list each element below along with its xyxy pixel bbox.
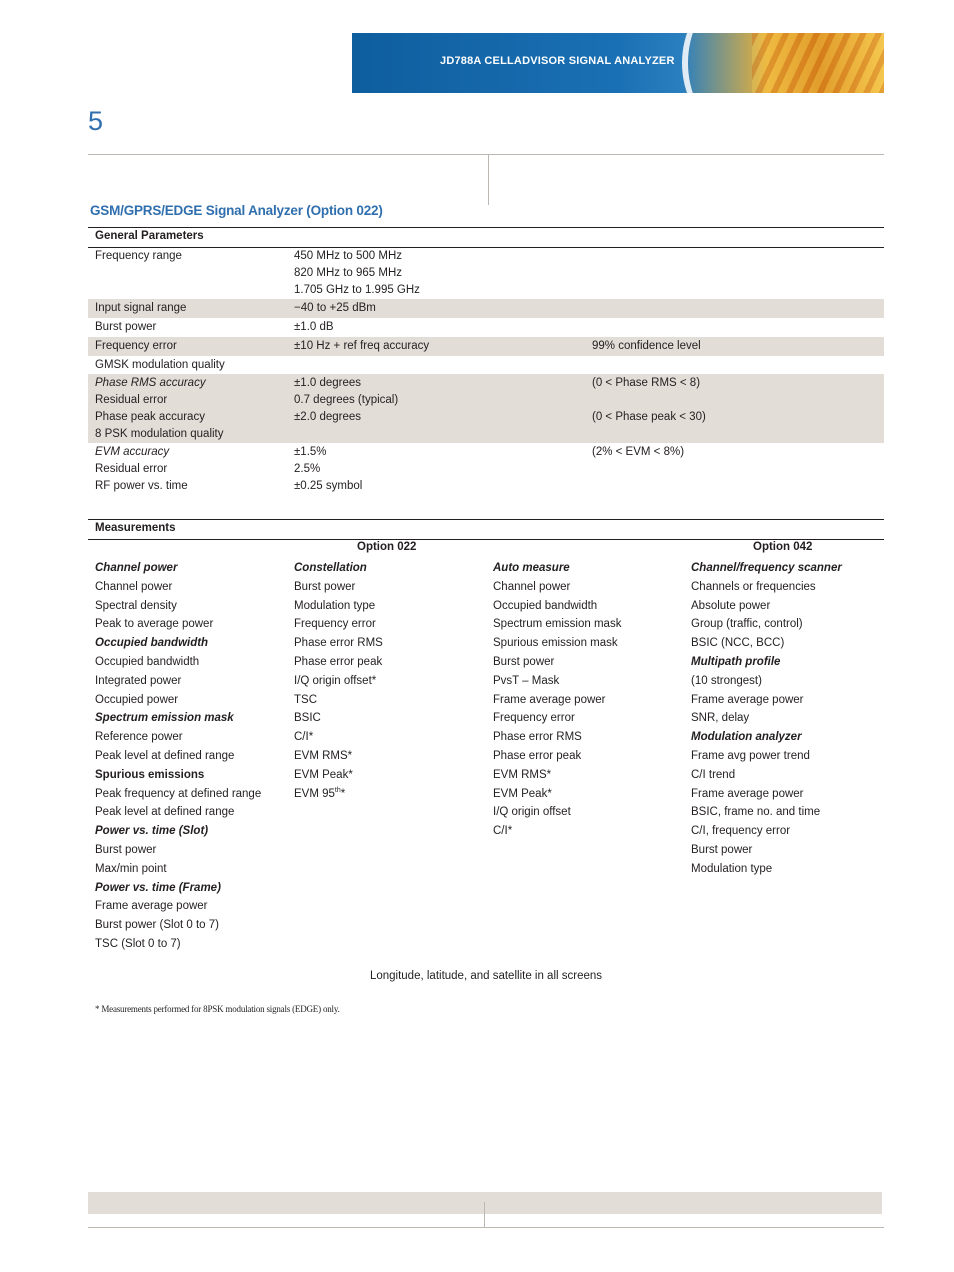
parameter-value bbox=[294, 319, 334, 336]
footer-column-divider bbox=[484, 1202, 485, 1227]
measurement-item: Modulation type bbox=[691, 862, 773, 875]
measurement-item: Peak level at defined range bbox=[95, 749, 235, 762]
general-parameter-row bbox=[88, 374, 884, 443]
parameter-note-line: (0 < Phase peak < 30) bbox=[592, 411, 706, 423]
measurement-item: I/Q origin offset* bbox=[294, 674, 377, 687]
measurement-item: TSC (Slot 0 to 7) bbox=[95, 937, 181, 950]
top-column-divider bbox=[488, 155, 489, 205]
measurement-group-title: Power vs. time (Frame) bbox=[95, 881, 221, 894]
parameter-value-line: ±0.25 symbol bbox=[294, 480, 363, 492]
parameter-value bbox=[294, 444, 362, 495]
parameter-value bbox=[294, 375, 398, 426]
measurement-item: Frequency error bbox=[493, 712, 575, 725]
measurement-item: Burst power (Slot 0 to 7) bbox=[95, 919, 219, 932]
general-parameter-row bbox=[88, 247, 884, 299]
option-042-label: Option 042 bbox=[753, 541, 813, 553]
measurement-item: Occupied power bbox=[95, 693, 179, 706]
measurement-item: Phase error peak bbox=[493, 749, 582, 762]
parameter-note-line: 99% confidence level bbox=[592, 340, 701, 352]
measurements-column-modulation bbox=[294, 559, 383, 803]
measurement-item: Burst power bbox=[493, 655, 555, 668]
measurement-item: Channels or frequencies bbox=[691, 580, 816, 593]
measurement-item: Spectrum emission mask bbox=[493, 618, 622, 631]
parameter-label bbox=[95, 300, 186, 317]
general-parameter-row bbox=[88, 337, 884, 356]
measurement-item: I/Q origin offset bbox=[493, 806, 571, 819]
measurement-item: Spurious emission mask bbox=[493, 637, 618, 650]
banner-curve bbox=[682, 33, 884, 93]
measurements-column-option-042 bbox=[691, 559, 842, 879]
measurement-item: PvsT – Mask bbox=[493, 674, 560, 687]
measurement-item: Peak level at defined range bbox=[95, 806, 235, 819]
measurement-item: Modulation type bbox=[294, 599, 376, 612]
parameter-value-line: 820 MHz to 965 MHz bbox=[294, 267, 403, 279]
parameter-value-line: ±10 Hz + ref freq accuracy bbox=[294, 340, 430, 352]
parameter-label bbox=[95, 375, 224, 443]
parameter-value-line: 1.705 GHz to 1.995 GHz bbox=[294, 284, 420, 296]
parameter-note bbox=[592, 375, 706, 426]
parameter-value bbox=[294, 248, 420, 299]
measurement-group-title: Constellation bbox=[294, 562, 367, 574]
measurement-item: Phase error RMS bbox=[294, 637, 383, 650]
measurement-item: EVM 95th* bbox=[294, 786, 346, 800]
parameter-value-line: ±1.0 degrees bbox=[294, 377, 362, 389]
measurement-item: Channel power bbox=[493, 580, 571, 593]
measurement-item: Group (traffic, control) bbox=[691, 618, 803, 631]
measurement-item: Max/min point bbox=[95, 862, 167, 875]
parameter-label bbox=[95, 444, 188, 495]
parameter-value-line: ±1.0 dB bbox=[294, 321, 334, 333]
measurement-item: Absolute power bbox=[691, 599, 771, 612]
parameter-label-line: Frequency range bbox=[95, 250, 182, 262]
page-number: 5 bbox=[88, 106, 104, 136]
general-parameter-row bbox=[88, 318, 884, 337]
measurement-item: EVM RMS* bbox=[294, 749, 353, 762]
measurement-item: Occupied bandwidth bbox=[493, 599, 598, 612]
general-parameters-heading: General Parameters bbox=[88, 227, 884, 248]
parameter-label-line: EVM accuracy bbox=[95, 446, 170, 458]
measurement-group-title: Multipath profile bbox=[691, 655, 781, 668]
measurements-column-auto bbox=[493, 559, 621, 841]
parameter-value-line: 450 MHz to 500 MHz bbox=[294, 250, 403, 262]
parameter-value-line: ±2.0 degrees bbox=[294, 411, 362, 423]
footer-divider bbox=[88, 1227, 884, 1228]
parameter-value bbox=[294, 300, 376, 317]
measurement-group-title: Modulation analyzer bbox=[691, 731, 802, 744]
footer-band bbox=[88, 1192, 882, 1214]
parameter-value-line: −40 to +25 dBm bbox=[294, 302, 376, 314]
measurement-item: Channel power bbox=[95, 580, 173, 593]
measurement-item: Burst power bbox=[294, 580, 356, 593]
measurement-item: Peak to average power bbox=[95, 618, 214, 631]
measurement-item: Frame avg power trend bbox=[691, 749, 810, 762]
parameter-value-line: ±1.5% bbox=[294, 446, 327, 458]
parameter-label-line: GMSK modulation quality bbox=[95, 359, 225, 371]
measurement-item: Frequency error bbox=[294, 618, 376, 631]
measurements-heading: Measurements bbox=[88, 519, 884, 540]
measurement-group-title: Power vs. time (Slot) bbox=[95, 825, 209, 838]
parameter-value-line: 0.7 degrees (typical) bbox=[294, 394, 399, 406]
measurement-item: C/I, frequency error bbox=[691, 825, 791, 838]
parameter-label-line: Frequency error bbox=[95, 340, 177, 352]
measurement-item: Phase error peak bbox=[294, 655, 383, 668]
footnote: * Measurements performed for 8PSK modulation signals (EDGE) only. bbox=[95, 1004, 340, 1014]
parameter-note-line: (2% < EVM < 8%) bbox=[592, 446, 685, 458]
parameter-label-line: 8 PSK modulation quality bbox=[95, 428, 224, 440]
header-banner bbox=[352, 33, 884, 93]
gps-note: Longitude, latitude, and satellite in all screens bbox=[369, 970, 603, 982]
measurement-item: EVM Peak* bbox=[493, 787, 552, 800]
measurement-item: (10 strongest) bbox=[691, 674, 762, 687]
general-parameter-row bbox=[88, 356, 884, 374]
option-022-label: Option 022 bbox=[357, 541, 417, 553]
parameter-label-line: Input signal range bbox=[95, 302, 187, 314]
measurement-item: Occupied bandwidth bbox=[95, 655, 200, 668]
measurement-group-title: Channel power bbox=[95, 562, 178, 574]
parameter-label bbox=[95, 248, 182, 265]
measurement-group-title: Occupied bandwidth bbox=[95, 637, 209, 650]
section-title: GSM/GPRS/EDGE Signal Analyzer (Option 022) bbox=[90, 203, 383, 218]
measurement-item: C/I* bbox=[294, 731, 314, 744]
measurement-item: C/I trend bbox=[691, 768, 736, 781]
parameter-label-line: Burst power bbox=[95, 321, 157, 333]
measurement-item: BSIC, frame no. and time bbox=[691, 806, 821, 819]
top-divider bbox=[88, 154, 884, 155]
general-parameter-row bbox=[88, 299, 884, 318]
measurement-group-title: Auto measure bbox=[493, 562, 570, 574]
measurement-item: BSIC (NCC, BCC) bbox=[691, 637, 785, 650]
measurement-item: C/I* bbox=[493, 825, 513, 838]
measurement-item: Peak frequency at defined range bbox=[95, 787, 262, 800]
parameter-label-line: Residual error bbox=[95, 394, 168, 406]
measurement-item: Phase error RMS bbox=[493, 731, 582, 744]
measurement-item: Frame average power bbox=[95, 900, 208, 913]
measurement-item: SNR, delay bbox=[691, 712, 750, 725]
parameter-label-line: Phase peak accuracy bbox=[95, 411, 205, 423]
measurement-item: EVM RMS* bbox=[493, 768, 552, 781]
measurement-item: Integrated power bbox=[95, 674, 182, 687]
measurement-group-title: Spectrum emission mask bbox=[95, 712, 234, 725]
parameter-label bbox=[95, 338, 177, 355]
measurement-item: Reference power bbox=[95, 731, 183, 744]
parameter-note bbox=[592, 444, 684, 461]
parameter-value bbox=[294, 338, 429, 355]
banner-title: JD788A CELLADVISOR SIGNAL ANALYZER bbox=[440, 55, 675, 67]
measurement-item: EVM Peak* bbox=[294, 768, 353, 781]
measurement-item: TSC bbox=[294, 693, 317, 706]
parameter-note bbox=[592, 338, 701, 355]
measurement-group-title: Spurious emissions bbox=[95, 768, 205, 781]
parameter-value-line: 2.5% bbox=[294, 463, 321, 475]
measurement-item: Spectral density bbox=[95, 599, 177, 612]
parameter-note-line bbox=[592, 392, 706, 409]
measurement-item: BSIC bbox=[294, 712, 321, 725]
parameter-label-line: Residual error bbox=[95, 463, 168, 475]
measurement-item: Frame average power bbox=[691, 787, 804, 800]
measurement-item: Burst power bbox=[95, 843, 157, 856]
parameter-note-line: (0 < Phase RMS < 8) bbox=[592, 377, 701, 389]
parameter-label-line: RF power vs. time bbox=[95, 480, 188, 492]
parameter-label bbox=[95, 357, 225, 374]
parameter-label bbox=[95, 319, 156, 336]
measurements-column-spectrum bbox=[95, 559, 261, 954]
general-parameter-row bbox=[88, 443, 884, 495]
measurement-item: Burst power bbox=[691, 843, 753, 856]
parameter-label-line: Phase RMS accuracy bbox=[95, 377, 206, 389]
measurement-item: Frame average power bbox=[493, 693, 606, 706]
measurement-group-title: Channel/frequency scanner bbox=[691, 562, 842, 574]
measurement-item: Frame average power bbox=[691, 693, 804, 706]
